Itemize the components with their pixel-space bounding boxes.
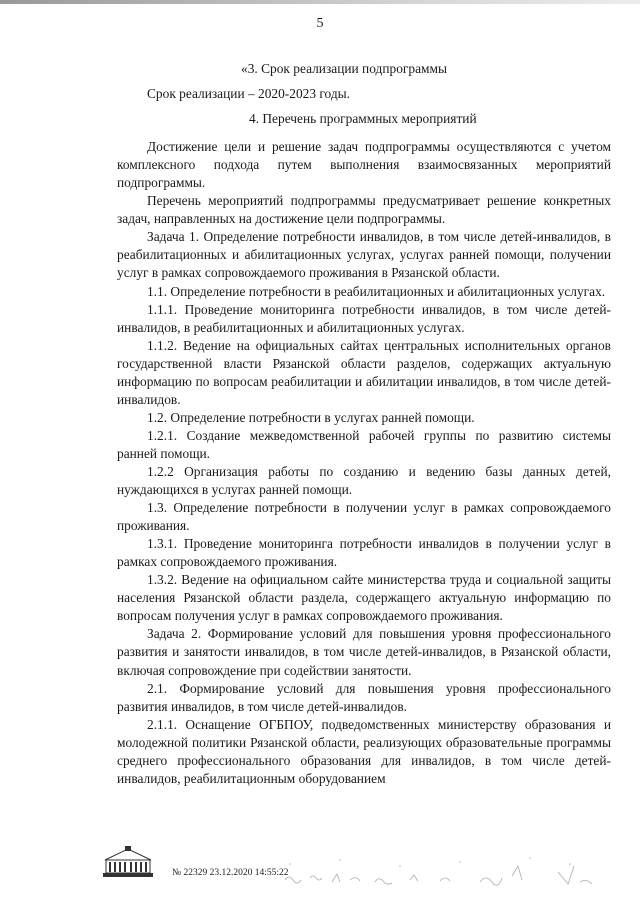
paragraph: 1.3. Определение потребности в получении услуг в рамках сопровождаемого проживания. bbox=[117, 500, 611, 534]
paragraph: 1.3.1. Проведение мониторинга потребности инвалидов в получении услуг в рамках сопровождаемого проживания. bbox=[117, 536, 611, 570]
paragraph: 1.2. Определение потребности в услугах ранней помощи. bbox=[147, 409, 475, 425]
paragraph: 1.3.2. Ведение на официальном сайте министерства труда и социальной защиты населения Рязанской области раздела, содержащего актуальную информацию по вопросам получения услуг в рамках сопровождаемого проживания. bbox=[117, 572, 611, 624]
scan-edge bbox=[0, 0, 640, 4]
paragraph: Достижение цели и решение задач подпрограммы осуществляются с учетом комплексного подхода путем выполнения взаимосвязанных мероприятий подпрограммы. bbox=[117, 139, 611, 191]
paragraph: 2.1. Формирование условий для повышения уровня профессионального развития инвалидов, в том числе детей-инвалидов. bbox=[117, 680, 611, 714]
paragraph: Задача 1. Определение потребности инвалидов, в том числе детей-инвалидов, в реабилитационных и абилитационных услугах, услугах ранней помощи, получении услуг в рамках сопровождаемого проживания в Рязанской области. bbox=[117, 229, 611, 281]
paragraph: 1.2.2 Организация работы по созданию и ведению базы данных детей, нуждающихся в услугах ранней помощи. bbox=[117, 463, 611, 498]
document-body bbox=[117, 60, 611, 788]
faint-signature-icon bbox=[280, 852, 620, 892]
paragraph: Задача 2. Формирование условий для повышения уровня профессионального развития и занятости инвалидов, в том числе детей-инвалидов, в Рязанской области, включая сопровождение при содействии занятости. bbox=[117, 626, 611, 678]
paragraph: 2.1.1. Оснащение ОГБПОУ, подведомственных министерству образования и молодежной политики Рязанской области, реализующих образовательные программы среднего профессионального образования для инвалидов, в том числе детей-инвалидов, реабилитационным оборудованием bbox=[117, 716, 611, 786]
section3-title: «3. Срок реализации подпрограммы bbox=[241, 61, 447, 76]
section3-text: Срок реализации – 2020-2023 годы. bbox=[147, 86, 351, 102]
government-building-icon bbox=[101, 846, 155, 878]
paragraph: 1.2.1. Создание межведомственной рабочей группы по развитию системы ранней помощи. bbox=[117, 427, 611, 461]
paragraph: 1.1.2. Ведение на официальных сайтах центральных исполнительных органов государственной власти Рязанской области разделов, содержащих актуальную информацию по вопросам реабилитации и абилитации инвалидов, в том числе детей-инвалидов. bbox=[117, 337, 611, 407]
footer bbox=[0, 846, 640, 896]
paragraph: Перечень мероприятий подпрограммы предусматривает решение конкретных задач, направленных на достижение цели подпрограммы. bbox=[117, 193, 611, 227]
section4-title: 4. Перечень программных мероприятий bbox=[249, 111, 477, 127]
registration-stamp: № 22329 23.12.2020 14:55:22 bbox=[172, 868, 289, 878]
paragraph: 1.1. Определение потребности в реабилитационных и абилитационных услугах. bbox=[147, 283, 606, 299]
paragraph: 1.1.1. Проведение мониторинга потребности инвалидов, в том числе детей-инвалидов, в реабилитационных и абилитационных услугах. bbox=[117, 301, 611, 335]
page-number: 5 bbox=[316, 16, 324, 31]
